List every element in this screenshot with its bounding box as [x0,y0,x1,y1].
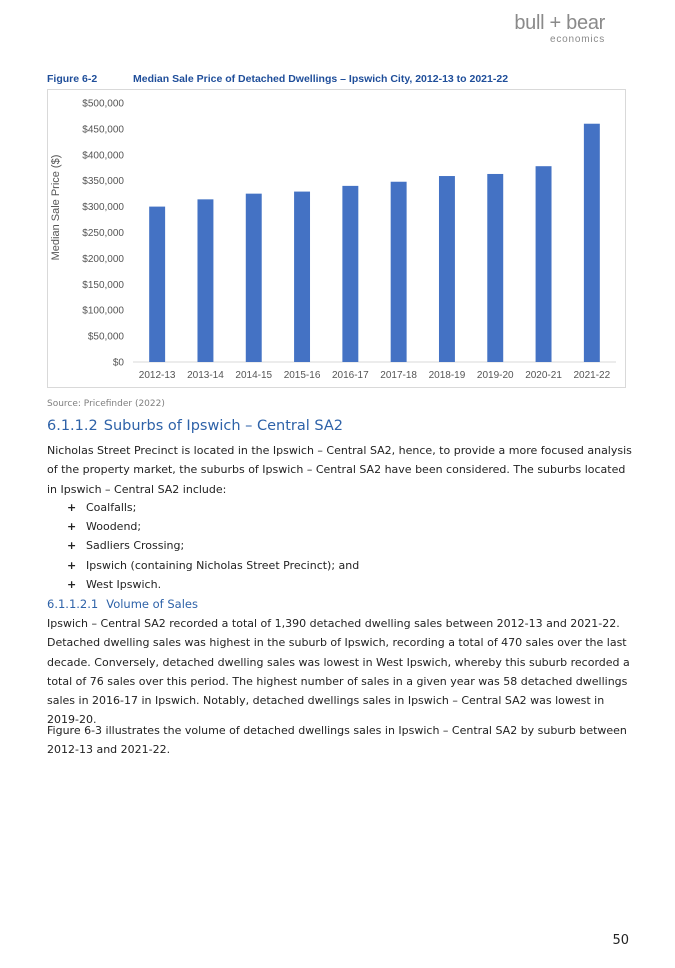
bullet-plus-icon: + [67,577,77,591]
figure-caption [47,73,627,85]
subsection-heading [47,597,198,611]
bar-2015-16 [294,192,310,362]
section-title: Suburbs of Ipswich – Central SA2 [103,418,344,434]
y-tick-label: $300,000 [82,202,124,214]
bar-2014-15 [246,194,262,362]
bar-2012-13 [149,207,165,362]
x-tick-label: 2021-22 [573,370,611,381]
bar-2018-19 [439,176,455,362]
bar-2019-20 [487,174,503,362]
x-tick-label: 2017-18 [380,370,418,381]
page-number: 50 [612,933,629,948]
logo-wordmark: bull + bear [514,12,605,34]
figure-number: Figure 6-2 [47,73,98,85]
list-item: + Coalfalls; [67,498,359,517]
subsection-title: Volume of Sales [106,597,198,611]
volume-paragraph: Ipswich – Central SA2 recorded a total of 1,390 detached dwelling sales between 2012-13 and 2021-22. Detached dwelling sales was highest in the suburb of Ipswich, recording a total of 470 sales over the last decade. Conversely, detached dwelling sales was lowest in West Ipswich, whereby this suburb recorded a total of 76 sales over this period. The highest number of sales in a given year was 58 detached dwellings sales in 2016-17 in Ipswich. Notably, detached dwellings sales in Ipswich – Central SA2 was lowest in 2019-20. [47,617,630,727]
figure-source: Source: Pricefinder (2022) [47,399,165,409]
chart-svg [48,90,627,389]
x-tick-label: 2015-16 [283,370,321,381]
bullet-plus-icon: + [67,558,77,572]
x-tick-label: 2013-14 [187,370,224,381]
y-tick-label: $200,000 [82,253,124,265]
bullet-plus-icon: + [67,520,77,534]
list-item: + Woodend; [67,517,359,536]
bullet-plus-icon: + [67,539,77,553]
section-number: 6.1.1.2 [47,418,98,434]
x-tick-label: 2018-19 [428,370,466,381]
y-tick-label: $400,000 [82,150,124,162]
x-tick-label: 2012-13 [138,370,176,381]
y-tick-label: $100,000 [82,305,124,317]
company-logo [514,12,605,46]
x-tick-label: 2016-17 [331,370,369,381]
y-tick-label: $150,000 [82,279,124,291]
bar-2013-14 [197,199,213,362]
intro-paragraph: Nicholas Street Precinct is located in the Ipswich – Central SA2, hence, to provide a more focused analysis of the property market, the suburbs of Ipswich – Central SA2 have been considered. The suburbs located in Ipswich – Central SA2 include: [47,444,632,496]
x-tick-label: 2019-20 [476,370,514,381]
list-item: + West Ipswich. [67,575,359,594]
bar-2017-18 [391,182,407,362]
list-item: + Sadliers Crossing; [67,536,359,555]
bar-2016-17 [342,186,358,362]
y-tick-label: $0 [112,357,124,369]
x-tick-label: 2020-21 [525,370,562,381]
subsection-number: 6.1.1.2.1 [47,597,99,611]
figure-title: Median Sale Price of Detached Dwellings – Ipswich City, 2012-13 to 2021-22 [133,73,509,85]
bar-2020-21 [536,166,552,362]
y-tick-label: $50,000 [87,331,124,343]
y-tick-label: $250,000 [82,228,124,239]
list-item: + Ipswich (containing Nicholas Street Precinct); and [67,556,359,575]
y-tick-label: $350,000 [82,176,124,188]
bullet-plus-icon: + [67,501,77,514]
y-axis-label: Median Sale Price ($) [50,154,62,261]
suburb-list [67,498,359,594]
y-tick-label: $500,000 [82,98,124,110]
x-tick-label: 2014-15 [235,370,273,381]
y-tick-label: $450,000 [82,124,124,136]
figure-reference-paragraph: Figure 6-3 illustrates the volume of detached dwellings sales in Ipswich – Central SA2 by suburb between 2012-13 and 2021-22. [47,724,627,757]
bar-2021-22 [584,124,600,362]
section-heading [47,418,343,434]
logo-subtitle: economics [550,34,605,45]
bar-chart [47,89,626,388]
